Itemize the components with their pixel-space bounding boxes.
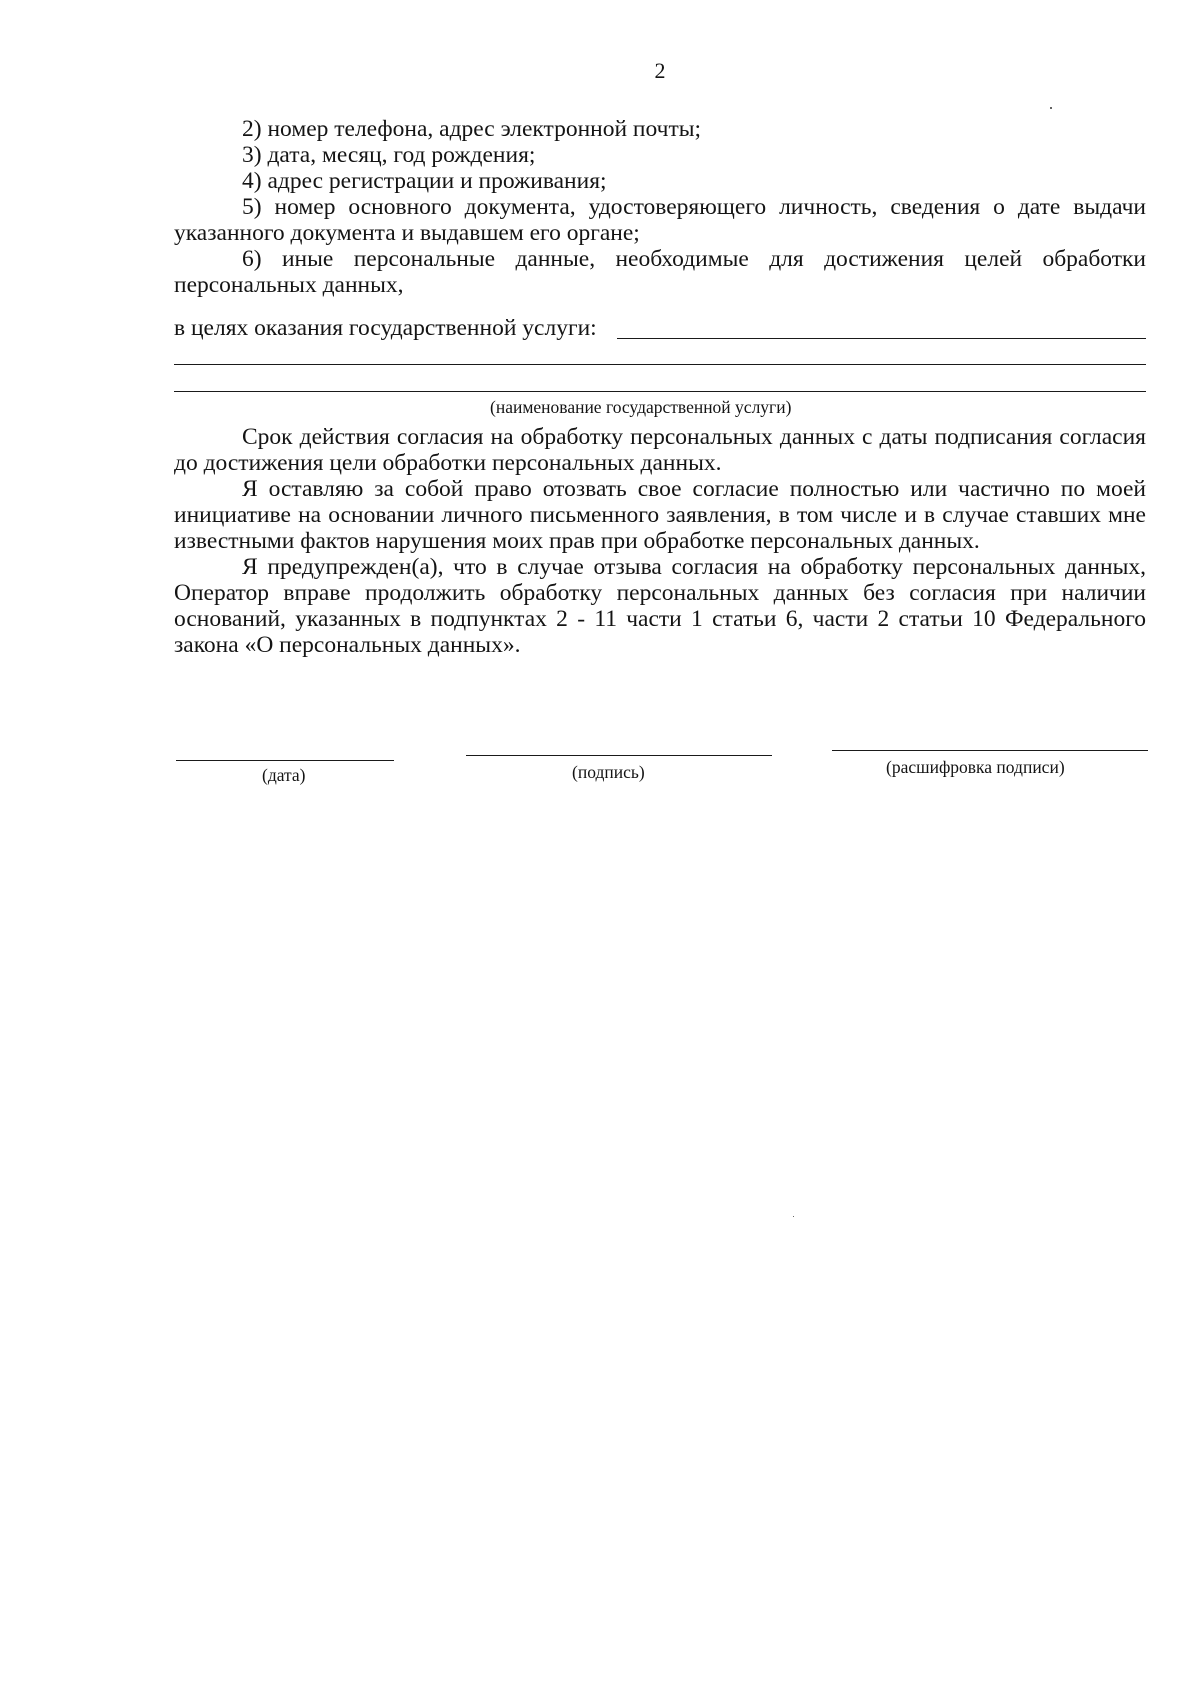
list-item: 2) номер телефона, адрес электронной почты; xyxy=(242,116,702,142)
data-list xyxy=(174,116,1146,298)
service-name-caption: (наименование государственной услуги) xyxy=(490,397,792,417)
decryption-caption: (расшифровка подписи) xyxy=(886,757,1065,777)
signature-field-line[interactable] xyxy=(466,755,772,756)
page-number: 2 xyxy=(654,58,666,83)
warning-paragraph: Я предупрежден(а), что в случае отзыва согласия на обработку персональных данных, Оператор вправе продолжить обработку персональных данных без согласия при наличии оснований, указанных в подпунктах 2 - 11 части 1 статьи 6, части 2 статьи 10 Федерального закона «О персональных данных». xyxy=(174,554,1146,658)
purpose-label: в целях оказания государственной услуги: xyxy=(174,315,597,341)
withdrawal-paragraph: Я оставляю за собой право отозвать свое согласие полностью или частично по моей инициативе на основании личного письменного заявления, в том числе и в случае ставших мне известными фактов нарушения моих прав при обработке персональных данных. xyxy=(174,476,1146,554)
list-item: 3) дата, месяц, год рождения; xyxy=(242,142,536,168)
service-name-field-line-3[interactable] xyxy=(174,391,1146,392)
list-item: 6) иные персональные данные, необходимые для достижения целей обработки персональных данных, xyxy=(174,246,1146,298)
date-field-line[interactable] xyxy=(176,760,394,761)
validity-paragraph: Срок действия согласия на обработку персональных данных с даты подписания согласия до достижения цели обработки персональных данных. xyxy=(174,424,1146,476)
decryption-field-line[interactable] xyxy=(832,750,1148,751)
service-name-field-line-2[interactable] xyxy=(174,364,1146,365)
date-caption: (дата) xyxy=(262,765,306,785)
scan-speck xyxy=(793,1216,794,1217)
consent-paragraphs xyxy=(174,424,1146,658)
list-item: 5) номер основного документа, удостоверяющего личность, сведения о дате выдачи указанного документа и выдавшем его органе; xyxy=(174,194,1146,246)
scan-speck xyxy=(1050,107,1052,109)
service-name-field-line-1[interactable] xyxy=(617,338,1146,339)
signature-caption: (подпись) xyxy=(572,762,645,782)
list-item: 4) адрес регистрации и проживания; xyxy=(242,168,607,194)
